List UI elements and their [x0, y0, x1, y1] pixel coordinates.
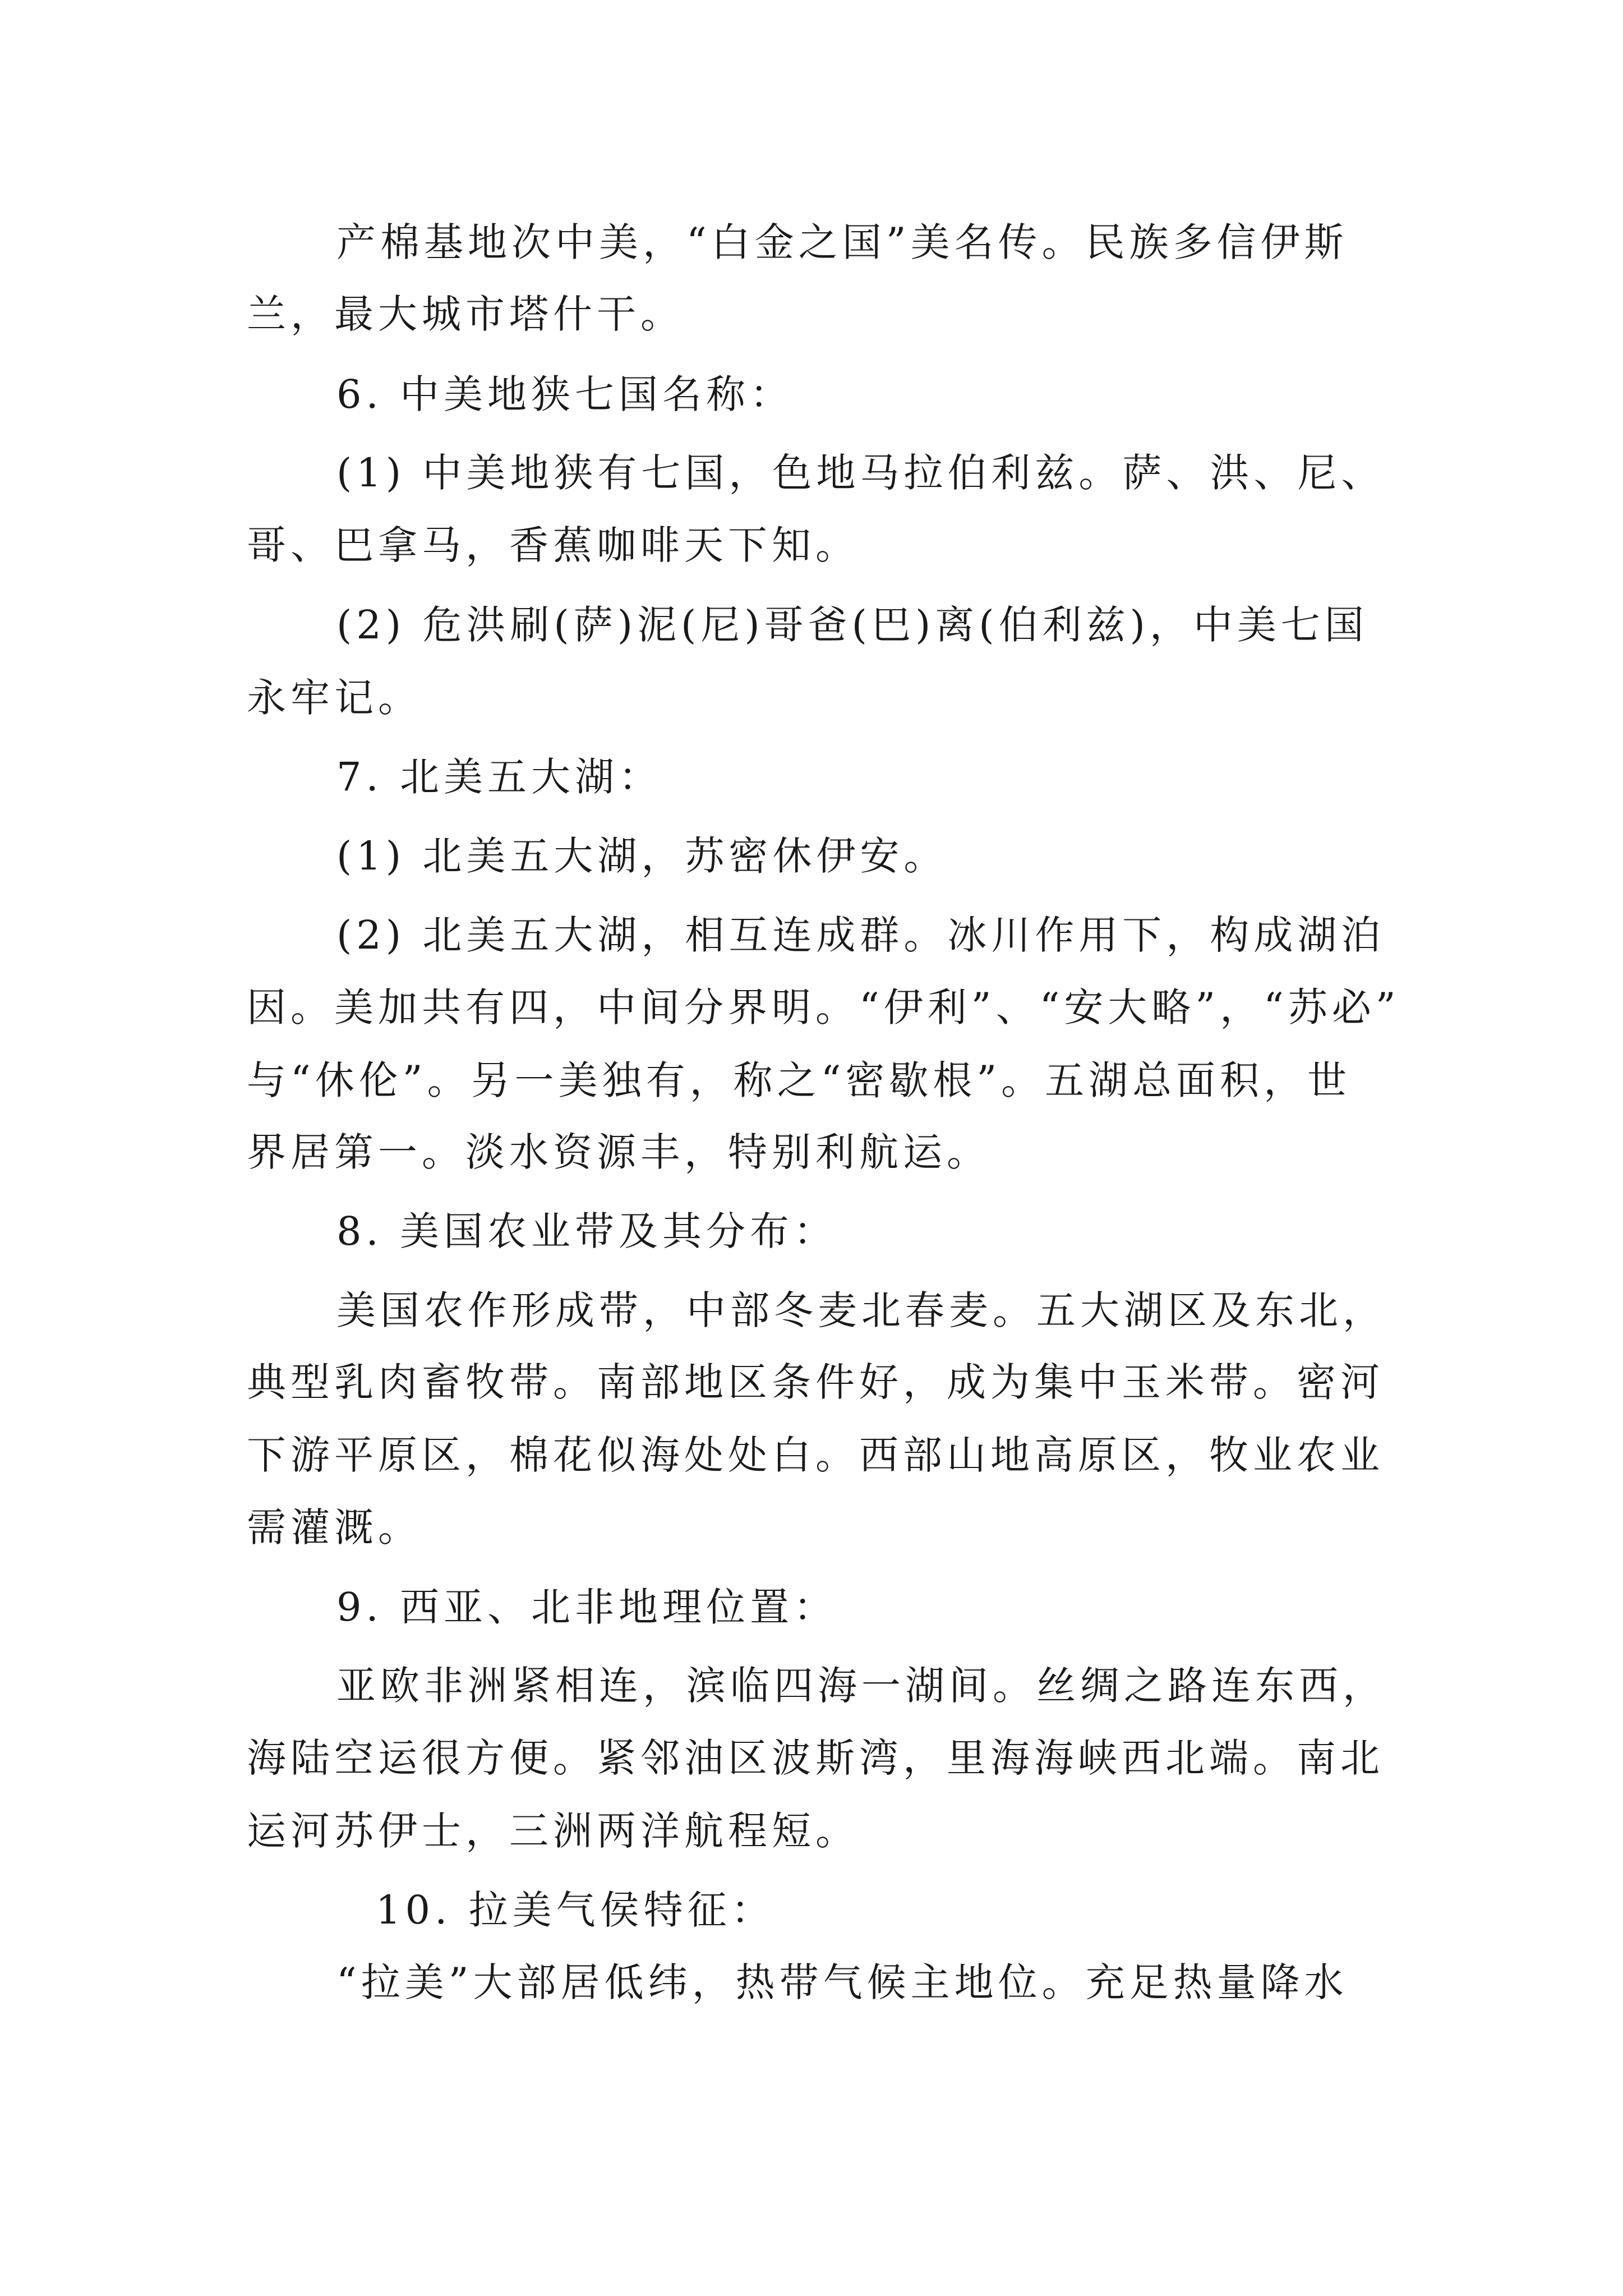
text-line: 典型乳肉畜牧带。南部地区条件好，成为集中玉米带。密河: [247, 1359, 1384, 1405]
section-heading-10: 10. 拉美气侯特征：: [376, 1887, 775, 1933]
text-line: 兰，最大城市塔什干。: [247, 291, 684, 337]
text-line: (1) 中美地狭有七国，色地马拉伯利兹。萨、洪、尼、: [336, 450, 1385, 496]
text-line: (2) 北美五大湖，相互连成群。冰川作用下，构成湖泊: [336, 912, 1385, 958]
text-line: 美国农作形成带，中部冬麦北春麦。五大湖区及东北，: [336, 1287, 1386, 1333]
text-line: 需灌溉。: [247, 1504, 422, 1550]
section-heading-6: 6. 中美地狭七国名称：: [336, 371, 794, 417]
text-line: 下游平原区，棉花似海处处白。西部山地高原区，牧业农业: [247, 1432, 1384, 1478]
text-line: 永牢记。: [247, 675, 422, 721]
text-line: 界居第一。淡水资源丰，特别利航运。: [247, 1129, 990, 1175]
text-line: 因。美加共有四，中间分界明。“伊利”、“安大略”，“苏必”: [247, 984, 1400, 1030]
section-heading-9: 9. 西亚、北非地理位置：: [336, 1584, 838, 1630]
text-line: “拉美”大部居低纬，热带气候主地位。充足热量降水: [336, 1959, 1348, 2005]
text-line: 与“休伦”。另一美独有，称之“密歇根”。五湖总面积，世: [247, 1057, 1352, 1103]
section-heading-7: 7. 北美五大湖：: [336, 754, 663, 800]
text-line: 海陆空运很方便。紧邻油区波斯湾，里海海峡西北端。南北: [247, 1735, 1384, 1781]
section-heading-8: 8. 美国农业带及其分布：: [336, 1208, 838, 1254]
text-line: 亚欧非洲紧相连，滨临四海一湖间。丝绸之路连东西，: [336, 1663, 1386, 1709]
text-line: 产棉基地次中美，“白金之国”美名传。民族多信伊斯: [336, 219, 1348, 265]
text-line: (1) 北美五大湖，苏密休伊安。: [336, 833, 948, 879]
text-line: 运河苏伊士，三洲两洋航程短。: [247, 1808, 859, 1854]
text-line: 哥、巴拿马，香蕉咖啡天下知。: [247, 522, 859, 568]
text-line: (2) 危洪刷(萨)泥(尼)哥爸(巴)离(伯利兹)，中美七国: [336, 602, 1368, 648]
